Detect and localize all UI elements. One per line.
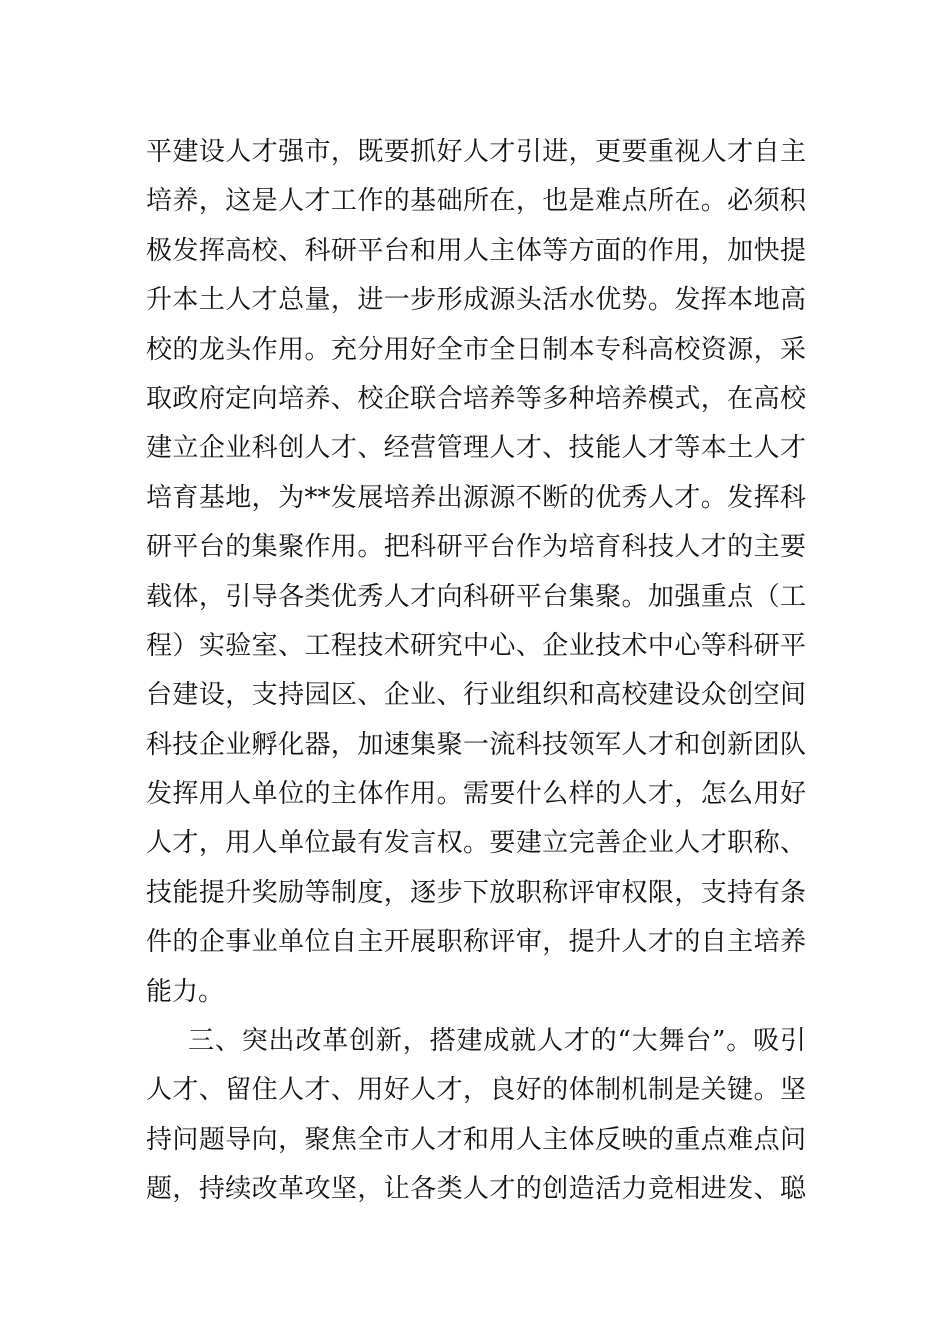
text-line: 校的龙头作用。充分用好全市全日制本专科高校资源，采 — [146, 334, 806, 365]
text-line: 研平台的集聚作用。把科研平台作为培育科技人才的主要 — [146, 532, 806, 563]
text-line: 培育基地，为**发展培养出源源不断的优秀人才。发挥科 — [146, 482, 806, 513]
text-line: 建立企业科创人才、经营管理人才、技能人才等本土人才 — [146, 433, 806, 464]
text-line: 升本土人才总量，进一步形成源头活水优势。发挥本地高 — [146, 285, 806, 316]
text-line: 台建设，支持园区、企业、行业组织和高校建设众创空间 — [146, 680, 806, 711]
text-line: 培养，这是人才工作的基础所在，也是难点所在。必须积 — [146, 186, 806, 217]
text-line: 极发挥高校、科研平台和用人主体等方面的作用，加快提 — [146, 235, 806, 266]
section-heading-line: 三、突出改革创新，搭建成就人才的“大舞台”。吸引 — [188, 1026, 806, 1057]
text-line: 平建设人才强市，既要抓好人才引进，更要重视人才自主 — [146, 137, 806, 167]
text-line: 程）实验室、工程技术研究中心、企业技术中心等科研平 — [146, 630, 806, 661]
text-line: 载体，引导各类优秀人才向科研平台集聚。加强重点（工 — [146, 581, 806, 612]
text-line: 人才、留住人才、用好人才，良好的体制机制是关键。坚 — [146, 1075, 806, 1106]
text-line: 取政府定向培养、校企联合培养等多种培养模式，在高校 — [146, 383, 806, 414]
text-line: 持问题导向，聚焦全市人才和用人主体反映的重点难点问 — [146, 1124, 806, 1155]
text-line: 技能提升奖励等制度，逐步下放职称评审权限，支持有条 — [146, 877, 806, 908]
text-line: 发挥用人单位的主体作用。需要什么样的人才，怎么用好 — [146, 779, 806, 810]
text-line: 科技企业孵化器，加速集聚一流科技领军人才和创新团队 — [146, 729, 806, 760]
text-line: 件的企事业单位自主开展职称评审，提升人才的自主培养 — [146, 927, 806, 958]
text-line: 人才，用人单位最有发言权。要建立完善企业人才职称、 — [146, 828, 806, 859]
body-text — [146, 128, 806, 1215]
text-line: 能力。 — [146, 976, 225, 1007]
text-line: 题，持续改革攻坚，让各类人才的创造活力竞相进发、聪 — [146, 1174, 806, 1205]
